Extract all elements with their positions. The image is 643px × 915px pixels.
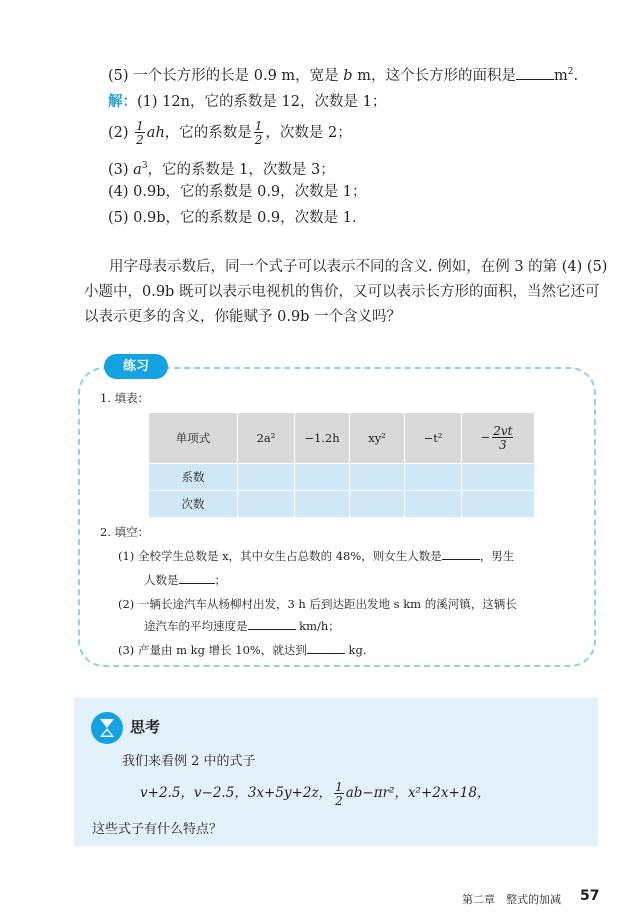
fraction: $\frac{2vt}{3}$ <box>493 424 513 452</box>
table-row <box>149 464 535 491</box>
table-header-row <box>149 413 535 464</box>
table-cell <box>238 464 295 491</box>
solution-line-2: (2) $\frac{1}{2}$ ah，它的系数是 $\frac{1}{2}$ ，次数是 2； <box>108 119 352 147</box>
solution-label: 解： <box>108 94 137 110</box>
think-question: 这些式子有什么特点？ <box>92 822 223 837</box>
table-cell <box>405 491 462 518</box>
table-row-label: 次数 <box>149 491 238 518</box>
table-cell <box>350 491 405 518</box>
chapter-title: 第二章 整式的加减 <box>462 893 561 906</box>
table-header-cell: 2a² <box>238 413 295 464</box>
answer-blank <box>307 642 345 654</box>
hourglass-icon <box>90 711 124 745</box>
table-cell <box>462 491 535 518</box>
practice-q1: 1. 填表： <box>100 391 150 405</box>
solution-line-1: 解：(1) 12n，它的系数是 12，次数是 1； <box>108 94 387 110</box>
fill-table <box>148 412 535 518</box>
table-header-cell: −1.2h <box>295 413 350 464</box>
think-expressions: v+2.5，v−2.5，3x+5y+2z， $\frac{1}{2}$ ab−πr²，x²+2x+18， <box>140 779 491 808</box>
think-title: 思考 <box>130 718 161 736</box>
table-cell <box>462 464 535 491</box>
body-paragraph: 用字母表示数后，同一个式子可以表示不同的含义. 例如，在例 3 的第 (4) (5) 小题中，0.9b 既可以表示电视机的售价，又可以表示长方形的面积，当然它还可以表示更多的含义，你能赋予 0.9b 一个含义吗？ <box>84 259 608 325</box>
fraction: $\frac{1}{2}$ <box>254 119 263 147</box>
page-number: 57 <box>580 888 600 904</box>
practice-q2: 2. 填空： <box>100 525 150 539</box>
table-cell <box>350 464 405 491</box>
answer-blank <box>248 618 296 630</box>
answer-blank <box>516 67 554 80</box>
fraction: $\frac{1}{2}$ <box>335 779 343 808</box>
practice-q2-3: (3) 产量由 m kg 增长 10%，就达到 kg. <box>118 643 367 657</box>
answer-blank <box>442 548 480 560</box>
practice-tab: 练习 <box>104 354 168 379</box>
fraction: $\frac{1}{2}$ <box>136 119 144 147</box>
solution-line-4: (4) 0.9b，它的系数是 0.9，次数是 1； <box>108 184 367 200</box>
table-header-cell: −t² <box>405 413 462 464</box>
practice-q2-1-cont: 人数是 ； <box>144 573 226 587</box>
table-header-cell: xy² <box>350 413 405 464</box>
table-cell <box>295 464 350 491</box>
table-header-label: 单项式 <box>149 413 238 464</box>
solution-line-5: (5) 0.9b，它的系数是 0.9，次数是 1. <box>108 210 357 226</box>
table-header-cell: − $\frac{2vt}{3}$ <box>462 413 535 464</box>
think-line-1: 我们来看例 2 中的式子 <box>122 754 256 769</box>
example-q5: (5) 一个长方形的长是 0.9 m，宽是 b m，这个长方形的面积是 $m^2$. <box>108 67 579 84</box>
practice-q2-1: (1) 全校学生总数是 x，其中女生占总数的 48%，则女生人数是 ，男生 <box>118 549 515 563</box>
practice-q2-2-cont: 途汽车的平均速度是 km/h； <box>144 619 340 633</box>
table-cell <box>405 464 462 491</box>
practice-q2-2: (2) 一辆长途汽车从杨柳村出发，3 h 后到达距出发地 s km 的溪河镇，这辆长 <box>118 597 517 611</box>
solution-line-3: (3) $a^3$，它的系数是 1，次数是 3； <box>108 161 335 178</box>
table-cell <box>295 491 350 518</box>
table-row <box>149 491 535 518</box>
table-row-label: 系数 <box>149 464 238 491</box>
answer-blank <box>179 572 215 584</box>
table-cell <box>238 491 295 518</box>
